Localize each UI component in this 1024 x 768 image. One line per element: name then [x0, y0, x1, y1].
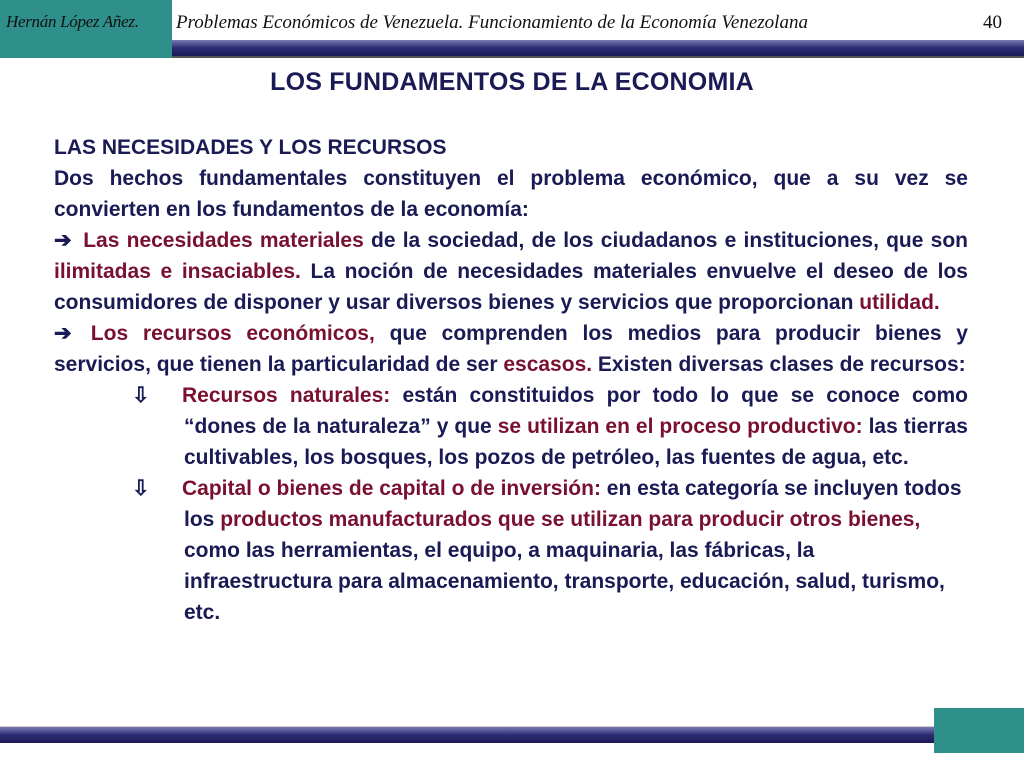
sub2-term: Capital o bienes de capital o de inversión:: [182, 477, 601, 500]
point2-text-2: Existen diversas clases de recursos:: [592, 353, 966, 376]
sub1-highlight: se utilizan en el proceso productivo:: [497, 415, 863, 438]
point1-text-2: La noción de necesidades materiales envuelve el deseo de los consumidores de disponer y usar diversos bienes y servicios que proporcionan: [54, 260, 968, 314]
point1-text-1: de la sociedad, de los ciudadanos e instituciones, que son: [363, 229, 968, 252]
corner-box: [934, 708, 1024, 753]
sub-bullet-recursos-naturales: [132, 380, 968, 473]
header-subtitle: Problemas Económicos de Venezuela. Funcionamiento de la Economía Venezolana: [176, 12, 808, 33]
sub-bullet-capital: [132, 473, 968, 628]
page-number: 40: [983, 12, 1002, 33]
slide-title: LOS FUNDAMENTOS DE LA ECONOMIA: [270, 68, 754, 96]
arrow-down-icon: ⇩: [132, 477, 150, 500]
sub2-text-1: en esta categoría se incluyen todos los: [184, 477, 962, 531]
sub1-term: Recursos naturales:: [182, 384, 391, 407]
point2-escasos: escasos.: [503, 353, 593, 376]
point1-term: Las necesidades materiales: [83, 229, 364, 252]
author-name: Hernán López Añez.: [6, 12, 139, 31]
bullet-necesidades: [54, 225, 968, 318]
point2-term: Los recursos económicos,: [90, 322, 375, 345]
intro-paragraph: Dos hechos fundamentales constituyen el problema económico, que a su vez se convierten en los fundamentos de la economía:: [54, 167, 968, 221]
point1-highlight: ilimitadas e insaciables.: [54, 260, 301, 283]
point1-utilidad: utilidad.: [859, 291, 940, 314]
slide-body: [54, 132, 968, 628]
arrow-right-icon: ➔: [54, 229, 72, 252]
header-bar: [172, 40, 1024, 58]
sub1-text-2: las tierras cultivables, los bosques, los pozos de petróleo, las fuentes de agua, etc.: [184, 415, 968, 469]
footer-bar: [0, 726, 962, 743]
sub2-highlight: productos manufacturados que se utilizan para producir otros bienes,: [220, 508, 921, 531]
sub1-text-1: están constituidos por todo lo que se conoce como “dones de la naturaleza” y que: [184, 384, 968, 438]
bullet-recursos: [54, 318, 968, 380]
sub2-text-2: como las herramientas, el equipo, a maquinaria, las fábricas, la infraestructura para almacenamiento, transporte, educación, salud, turismo, etc.: [184, 539, 945, 624]
point2-text-1: que comprenden los medios para producir bienes y servicios, que tienen la particularidad de ser: [54, 322, 968, 376]
arrow-down-icon: ⇩: [132, 384, 150, 407]
arrow-right-icon: ➔: [54, 322, 72, 345]
section-heading: LAS NECESIDADES Y LOS RECURSOS: [54, 136, 447, 159]
